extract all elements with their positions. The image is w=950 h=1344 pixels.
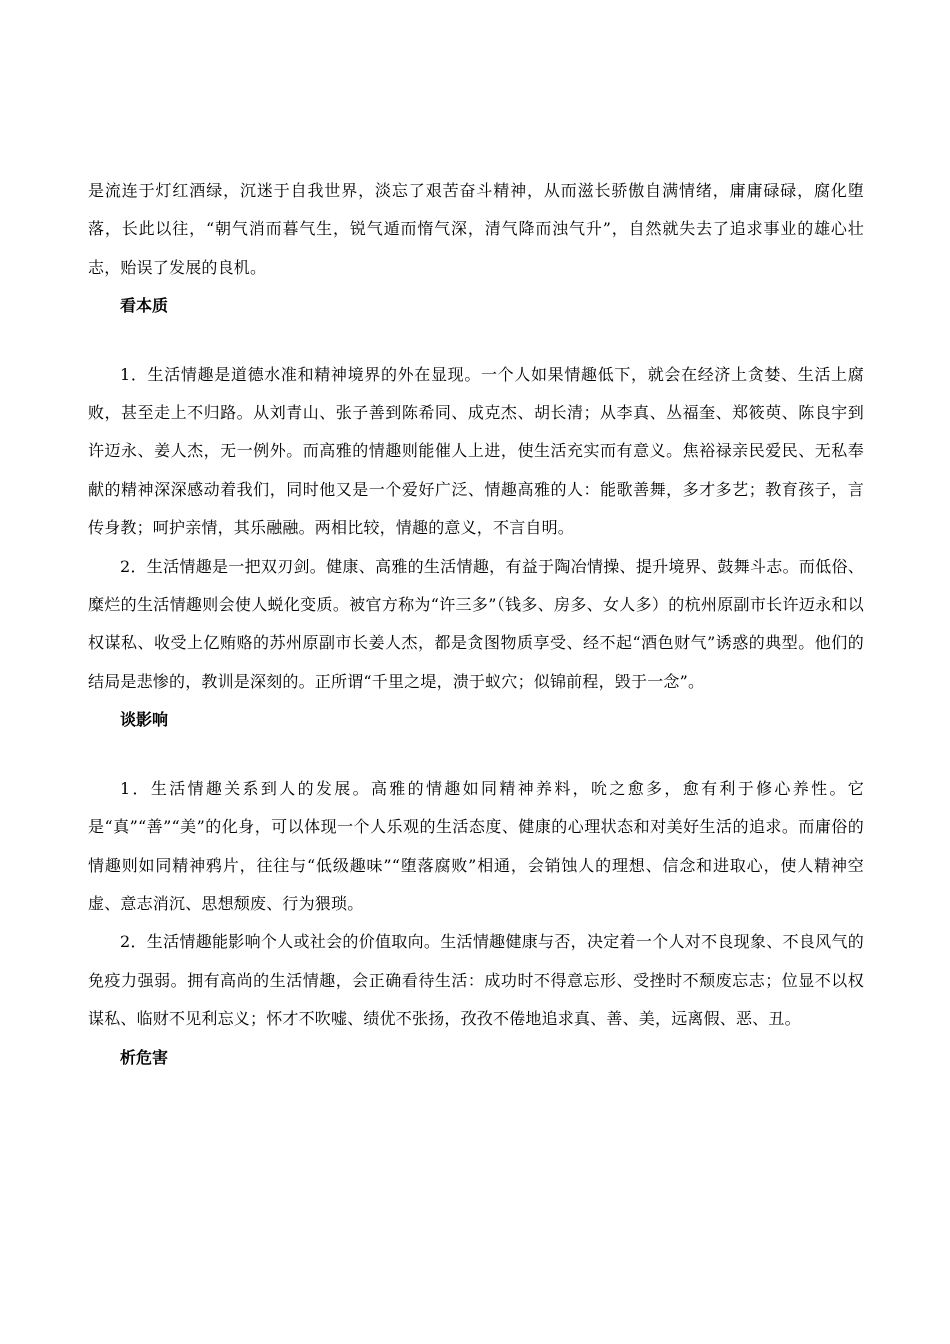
essence-paragraph-2: 2．生活情趣是一把双刃剑。健康、高雅的生活情趣，有益于陶冶情操、提升境界、鼓舞斗志。而低俗、糜烂的生活情趣则会使人蜕化变质。被官方称为“许三多”（钱多、房多、女人多）的杭州原副市长许迈永和以权谋私、收受上亿贿赂的苏州原副市长姜人杰，都是贪图物质享受、经不起“酒色财气”诱惑的典型。他们的结局是悲惨的，教训是深刻的。正所谓“千里之堤，溃于蚁穴；似锦前程，毁于一念”。	[88, 556, 864, 691]
document-page	[88, 172, 864, 1077]
section-heading-harm: 析危害	[120, 1047, 169, 1067]
intro-paragraph: 是流连于灯红酒绿，沉迷于自我世界，淡忘了艰苦奋斗精神，从而滋长骄傲自满情绪，庸庸碌碌，腐化堕落，长此以往，“朝气消而暮气生，锐气遁而惰气深，清气降而浊气升”，自然就失去了追求事业的雄心壮志，贻误了发展的良机。	[88, 181, 864, 277]
spacer	[88, 326, 864, 356]
influence-paragraph-2: 2．生活情趣能影响个人或社会的价值取向。生活情趣健康与否，决定着一个人对不良现象、不良风气的免疫力强弱。拥有高尚的生活情趣，会正确看待生活：成功时不得意忘形、受挫时不颓废忘志；位显不以权谋私、临财不见利忘义；怀才不吹嘘、绩优不张扬，孜孜不倦地追求真、善、美，远离假、恶、丑。	[88, 932, 864, 1029]
influence-paragraph-1: 1．生活情趣关系到人的发展。高雅的情趣如同精神养料，吮之愈多，愈有利于修心养性。它是“真”“善”“美”的化身，可以体现一个人乐观的生活态度、健康的心理状态和对美好生活的追求。而庸俗的情趣则如同精神鸦片，往往与“低级趣味”“堕落腐败”相通，会销蚀人的理想、信念和进取心，使人精神空虚、意志消沉、思想颓废、行为猥琐。	[88, 778, 864, 913]
section-heading-influence: 谈影响	[120, 710, 169, 730]
section-heading-essence: 看本质	[120, 296, 169, 316]
essence-paragraph-1: 1．生活情趣是道德水准和精神境界的外在显现。一个人如果情趣低下，就会在经济上贪婪、生活上腐败，甚至走上不归路。从刘青山、张子善到陈希同、成克杰、胡长清；从李真、丛福奎、郑筱萸、陈良宇到许迈永、姜人杰，无一例外。而高雅的情趣则能催人上进，使生活充实而有意义。焦裕禄亲民爱民、无私奉献的精神深深感动着我们，同时他又是一个爱好广泛、情趣高雅的人：能歌善舞，多才多艺；教育孩子，言传身教；呵护亲情，其乐融融。两相比较，情趣的意义，不言自明。	[88, 364, 864, 538]
spacer	[88, 740, 864, 770]
